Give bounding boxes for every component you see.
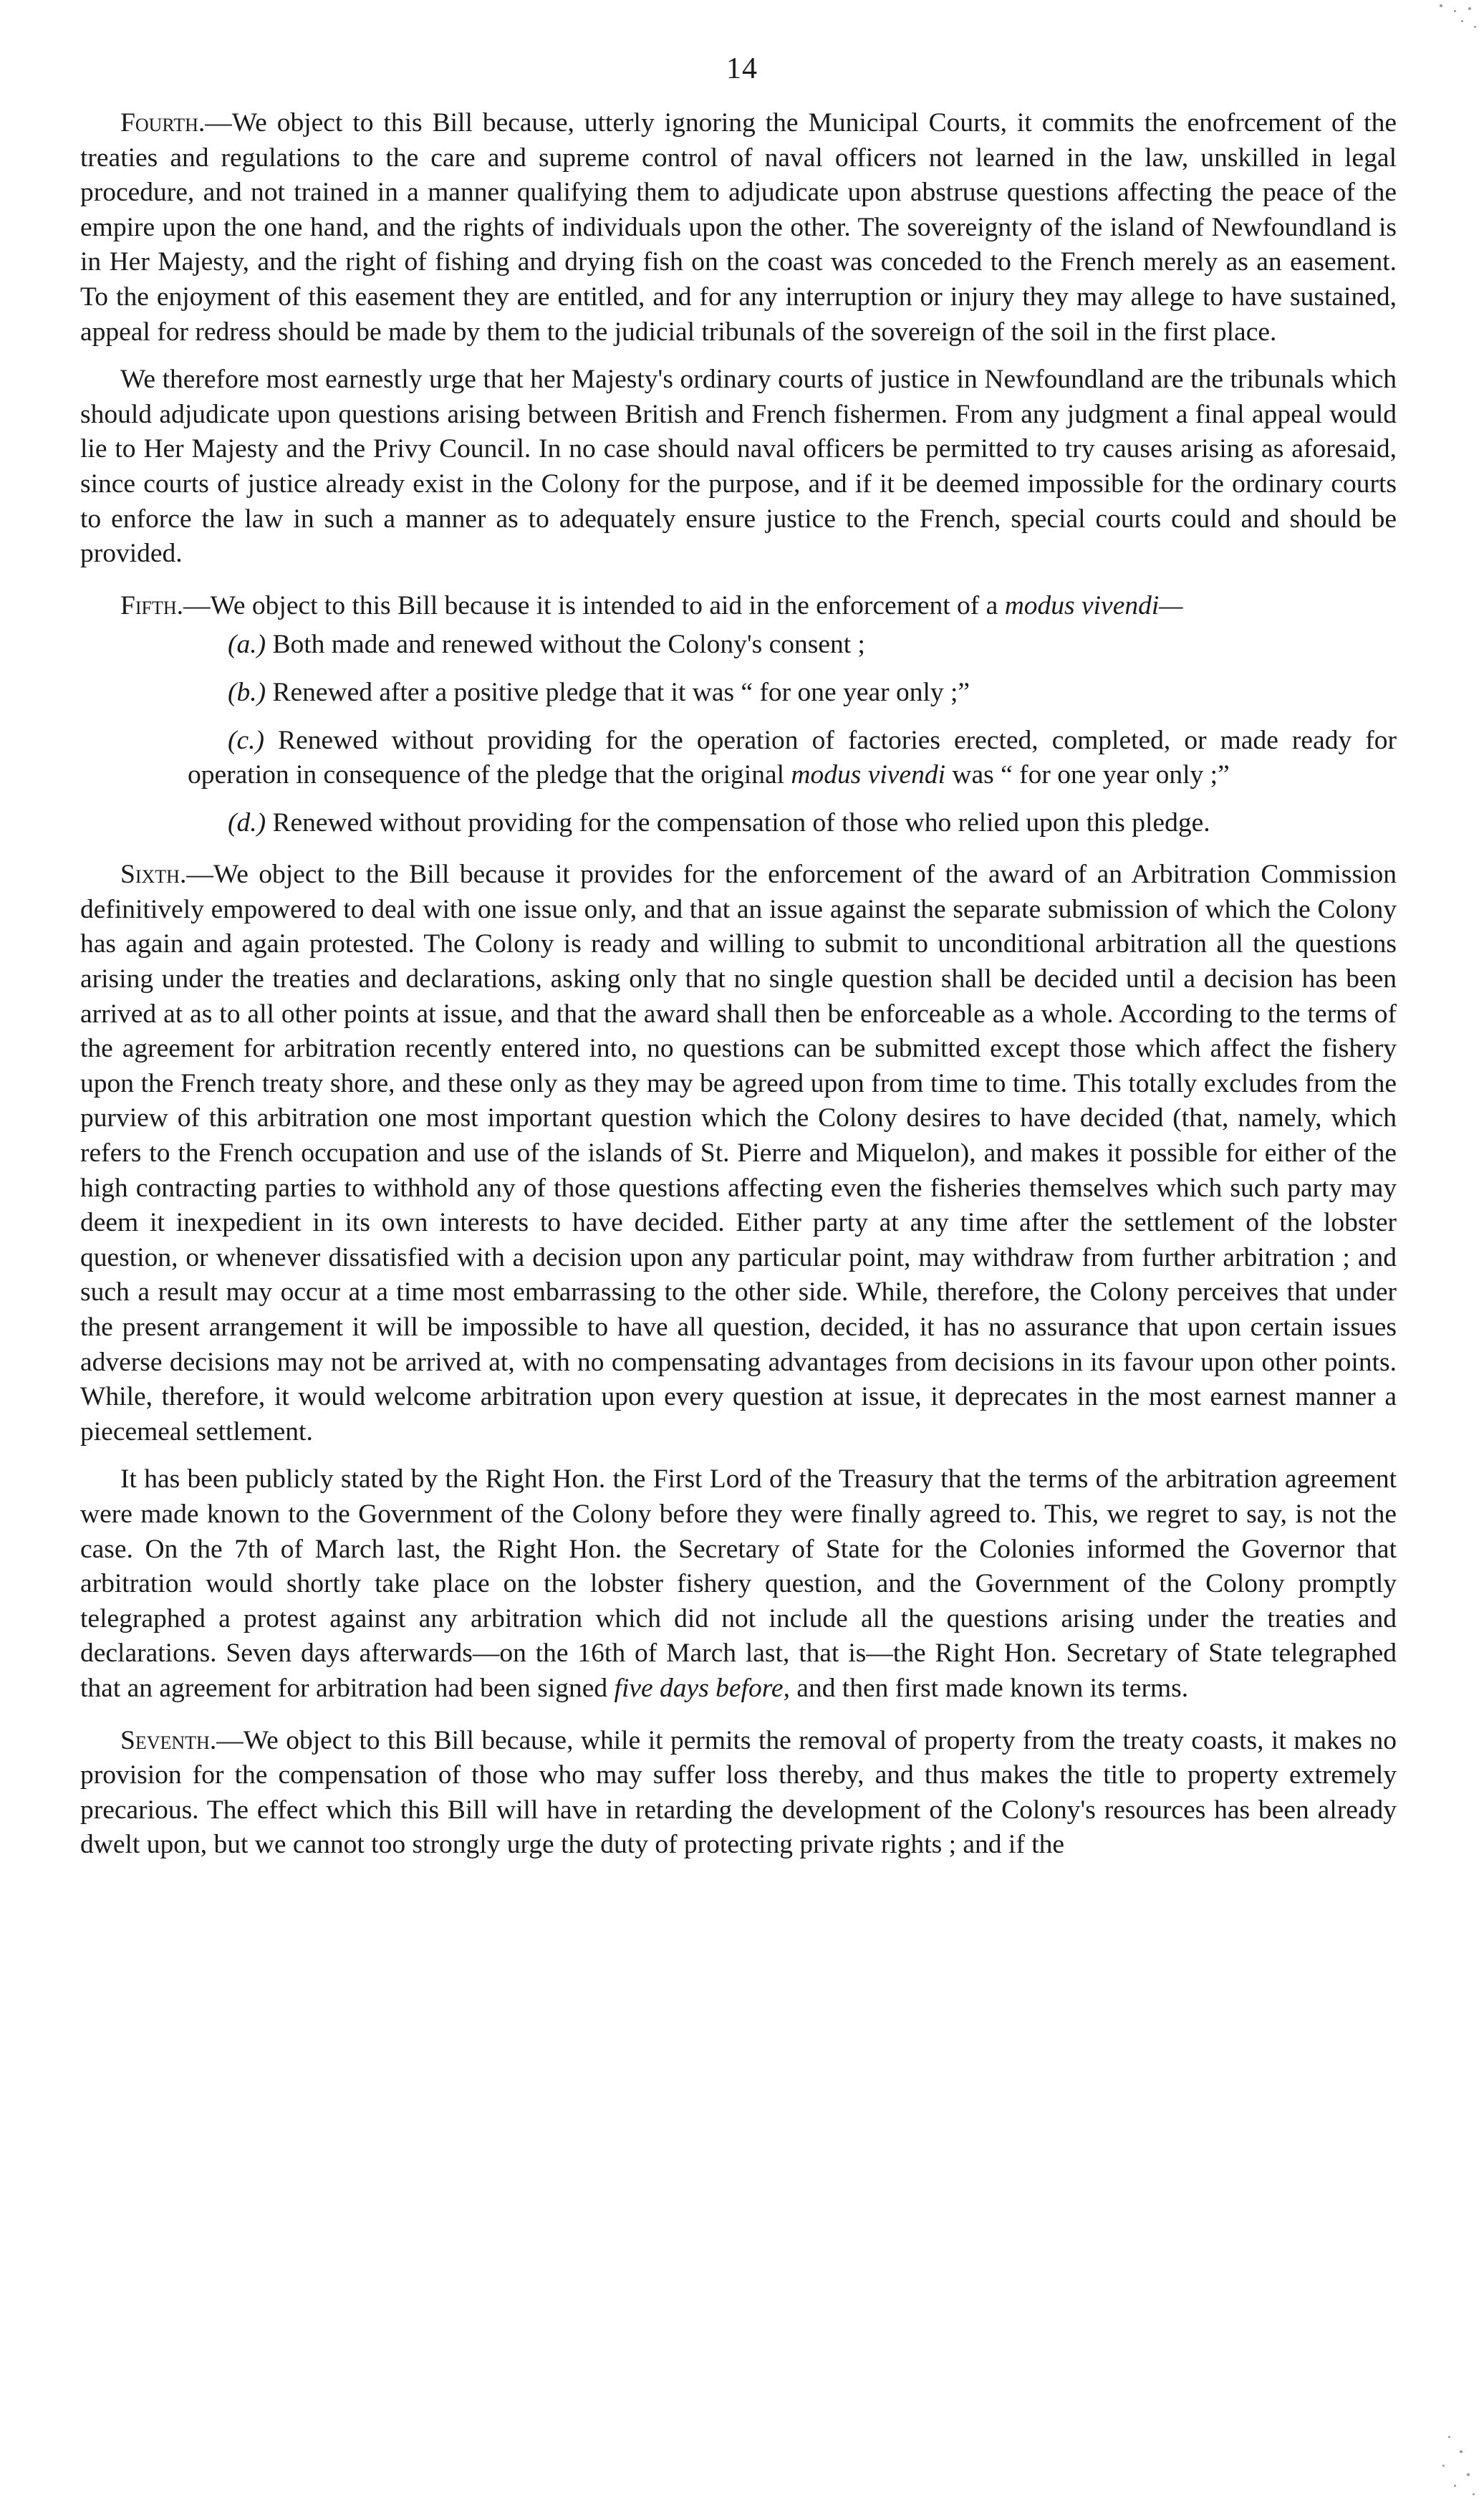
list-item-text-after: was “ for one year only ;” [952, 760, 1230, 790]
list-item-text: Renewed without providing for the operation of factories erected, completed, or made ready for operation in consequence of the pledge that the original [188, 725, 1397, 790]
list-item [80, 676, 1397, 711]
paragraph-fourth-text: —We object to this Bill because, utterly ignoring the Municipal Courts, it commits the enofrcement of the treaties and regulations to the care and supreme control of naval officers not learned in the law, unskilled in legal procedure, and not trained in a manner qualifying them to adjudicate upon abstruse questions affecting the peace of the empire upon the one hand, and the rights of individuals upon the other. The sovereignty of the island of Newfoundland is in Her Majesty, and the right of fishing and drying fish on the coast was conceded to the French merely as an easement. To the enjoyment of this easement they are entitled, and for any interruption or injury they may allege to have sustained, appeal for redress should be made by them to the judicial tribunals of the sovereign of the soil in the first place. [80, 108, 1397, 347]
paragraph-seventh [80, 1724, 1397, 1863]
section-label-seventh: Seventh. [120, 1725, 217, 1755]
paragraph-fifth-italic: modus vivendi— [1004, 590, 1183, 620]
list-marker: (b.) [228, 677, 266, 707]
paragraph-it-has-been-italic: five days before, [614, 1673, 790, 1703]
list-item-text: Both made and renewed without the Colony's consent ; [272, 630, 865, 660]
paragraph-it-has-been-text: It has been publicly stated by the Right Hon. the First Lord of the Treasury that the terms of the arbitration agreement were made known to the Government of the Colony before they were finally agreed to. This, we regret to say, is not the case. On the 7th of March last, the Right Hon. the Secretary of State for the Colonies informed the Governor that arbitration would shortly take place on the lobster fishery question, and the Government of the Colony promptly telegraphed a protest against any arbitration which did not include all the questions arising under the treaties and declarations. Seven days afterwards—on the 16th of March last, that is—the Right Hon. Secretary of State telegraphed that an agreement for arbitration had been signed [80, 1464, 1397, 1703]
page-number: 14 [726, 52, 758, 85]
list-item [80, 628, 1397, 663]
list-marker: (d.) [228, 807, 266, 838]
paragraph-fifth [80, 589, 1397, 624]
list-marker: (c.) [228, 725, 264, 755]
list-item-text: Renewed without providing for the compensation of those who relied upon this pledge. [272, 807, 1210, 838]
section-label-fifth: Fifth. [120, 590, 184, 620]
list-item [80, 724, 1397, 793]
paragraph-fourth [80, 106, 1397, 350]
paragraph-it-has-been-tail: and then first made known its terms. [796, 1673, 1189, 1703]
paragraph-it-has-been [80, 1462, 1397, 1706]
body-text [80, 106, 1397, 1876]
paragraph-we-therefore: We therefore most earnestly urge that her Majesty's ordinary courts of justice in Newfoundland are the tribunals which should adjudicate upon questions arising between British and French fishermen. From any judgment a final appeal would lie to Her Majesty and the Privy Council. In no case should naval officers be permitted to try causes arising as aforesaid, since courts of justice already exist in the Colony for the purpose, and if it be deemed impossible for the ordinary courts to enforce the law in such a manner as to adequately ensure justice to the French, special courts could and should be provided. [80, 365, 1397, 569]
list-marker: (a.) [228, 630, 266, 660]
list-item-text: Renewed after a positive pledge that it was “ for one year only ;” [272, 677, 970, 707]
paragraph-fifth-text: —We object to this Bill because it is intended to aid in the enforcement of a [183, 590, 998, 620]
section-label-fourth: Fourth. [120, 108, 206, 138]
section-label-sixth: Sixth. [120, 860, 187, 890]
list-item [80, 806, 1397, 841]
objection-list [80, 628, 1397, 840]
paragraph-seventh-text: —We object to this Bill because, while it permits the removal of property from the treaty coasts, it makes no provision for the compensation of those who may suffer loss thereby, and thus makes the title to property extremely precarious. The effect which this Bill will have in retarding the development of the Colony's resources has been already dwelt upon, but we cannot too strongly urge the duty of protecting private rights ; and if the [80, 1725, 1397, 1860]
paragraph-sixth [80, 858, 1397, 1449]
list-item-italic: modus vivendi [791, 760, 945, 790]
paragraph-sixth-text: —We object to the Bill because it provides for the enforcement of the award of an Arbitration Commission definitively empowered to deal with one issue only, and that an issue against the separate submission of which the Colony has again and again protested. The Colony is ready and willing to submit to unconditional arbitration all the questions arising under the treaties and declarations, asking only that no single question shall be decided until a decision has been arrived at as to all other points at issue, and that the award shall then be enforceable as a whole. According to the terms of the agreement for arbitration recently entered into, no questions can be submitted except those which affect the fishery upon the French treaty shore, and these only as they may be agreed upon from time to time. This totally excludes from the purview of this arbitration one most important question which the Colony desires to have decided (that, namely, which refers to the French occupation and use of the islands of St. Pierre and Miquelon), and makes it possible for either of the high contracting parties to withhold any of those questions affecting even the fisheries themselves which such party may deem it inexpedient in its own interests to have decided. Either party at any time after the settlement of the lobster question, or whenever dissatisfied with a decision upon any particular point, may withdraw from further arbitration ; and such a result may occur at a time most embarrassing to the other side. While, therefore, the Colony perceives that under the present arrangement it will be impossible to have all question, decided, it has no assurance that upon certain issues adverse decisions may not be arrived at, with no compensating advantages from decisions in its favour upon other points. While, therefore, it would welcome arbitration upon every question at issue, it deprecates in the most earnest manner a piecemeal settlement. [80, 860, 1397, 1447]
